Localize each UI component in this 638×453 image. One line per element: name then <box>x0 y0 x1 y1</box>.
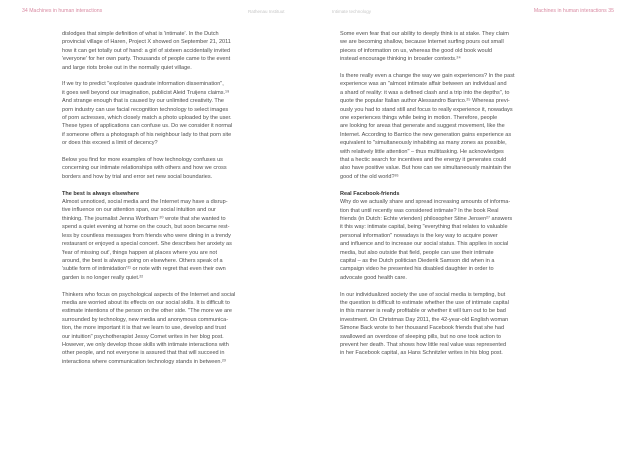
right-page-header <box>534 8 614 14</box>
text-line: in this manner is really profitable or whether it will turn out to be bad <box>340 308 506 315</box>
paragraph <box>62 156 286 181</box>
text-line: equivalent to "simultaneously inhabiting as many zones as possible, <box>340 140 507 147</box>
left-page-body <box>62 30 286 375</box>
text-line: around, the best is always going on elsewhere. Others speak of a <box>62 257 223 264</box>
text-line: instead encourage thinking in broader contexts.²⁴ <box>340 56 461 63</box>
paragraph <box>62 291 286 367</box>
section-heading: Real Facebook-friends <box>340 190 400 197</box>
text-line: and influence and to increase our social status. This applies in social <box>340 241 509 248</box>
text-line: are looking for areas that generate and suggest movement, like the <box>340 123 505 130</box>
text-line: restaurant or enjoyed a special concert. She describes her anxiety as <box>62 241 232 248</box>
text-line: campaign video he presented his disabled daughter in order to <box>340 266 494 273</box>
text-line: concerning our intimate relationships with others and how we cross <box>62 165 227 172</box>
section-heading: The best is always elsewhere <box>62 190 140 197</box>
text-line: Internet. According to Barrico the new generation gains experience as <box>340 131 512 138</box>
text-line: Some even fear that our ability to deeply think is at stake. They claim <box>340 31 509 37</box>
text-line: friends (in Dutch: Echte vrienden) philosopher Stine Jensen²⁷ answers <box>340 215 513 222</box>
text-line: Almost unnoticed, social media and the Internet may have a disrup- <box>62 199 228 206</box>
text-line: our intuition" psychotherapist Jessy Comet writes in her blog post. <box>62 333 224 340</box>
paragraph <box>340 30 566 64</box>
paragraph <box>340 198 566 282</box>
text-line: tion, the more important it is that we learn to use, develop and trust <box>62 325 227 332</box>
text-line: and large riots broke out in the normally quiet village. <box>62 64 192 71</box>
text-line: porn industry can use facial recognition technology to select images <box>62 106 229 113</box>
text-line: in her Facebook capital, as Hans Schnitzler writes in his blog post. <box>340 350 503 357</box>
text-line: less by countless messages from friends who were dining in a trendy <box>62 232 231 239</box>
paragraph <box>62 30 286 72</box>
text-line: prevent her death. That shows how little real value was represented <box>340 341 507 348</box>
text-line: quote the popular Italian author Alessandro Barrico.²⁵ Whereas previ- <box>340 98 510 105</box>
text-line: a shard of reality: it was a defined clash and a trip into the depths", to <box>340 89 510 96</box>
text-line: tive influence on our attention span, our social intuition and our <box>62 207 216 214</box>
text-line: or does this exceed a limit of decency? <box>62 140 158 147</box>
text-line: media, but also outside that field, people can use their intimate <box>340 249 494 256</box>
text-line: tion that until recently was considered intimate? In the book Real <box>340 207 499 214</box>
text-line: borders and how by trial and error set new social boundaries. <box>62 173 213 180</box>
text-line: advocate good health care. <box>340 274 407 281</box>
right-running-title: Machines in human interactions <box>533 8 607 14</box>
text-line: investment. On Christmas Day 2011, the 42-year-old English woman <box>340 316 509 323</box>
text-line: Thinkers who focus on psychological aspects of the Internet and social <box>62 291 236 298</box>
right-page-number: 35 <box>608 8 614 14</box>
paragraph <box>340 72 566 181</box>
text-line: Simone Back wrote to her thousand Facebook friends that she had <box>340 325 505 332</box>
text-line: experience was an "almost intimate affair between an individual and <box>340 81 507 88</box>
left-page-number: 34 <box>22 8 28 14</box>
publisher-header: Rathenau Instituut <box>248 9 285 14</box>
right-page-body <box>340 30 566 366</box>
text-line: dislodges that simple definition of what is 'intimate'. In the Dutch <box>62 31 219 37</box>
text-line: 'subtle form of intimidation'²¹ or note with regret that even their own <box>62 266 226 273</box>
text-line: garden is no longer really quiet.²² <box>62 274 144 281</box>
text-line: 'fear of missing out', things happen at places where you are not <box>62 249 218 256</box>
text-line: ously you had to stand still and focus to really experience it, nowadays <box>340 106 513 113</box>
text-line: However, we only develop those skills with intimate interactions with <box>62 341 229 348</box>
text-line: if someone offers a photograph of his neighbour lady to that porn site <box>62 131 232 138</box>
text-line: one experiences things while being in motion. Therefore, people <box>340 115 498 122</box>
text-line: estimate intentions of the person on the other side. "The more we are <box>62 308 233 315</box>
text-line: These types of applications can confuse us. Do we consider it normal <box>62 123 233 130</box>
text-line: it this way: intimate capital, being "everything that relates to valuable <box>340 224 508 231</box>
text-line: media are worried about its effects on our social skills. It is difficult to <box>62 299 230 306</box>
text-line: Is there really even a change the way we gain experiences? In the past <box>340 73 515 80</box>
left-page-header <box>22 8 102 14</box>
text-line: Why do we actually share and spread increasing amounts of informa- <box>340 199 511 206</box>
text-line: it goes well beyond our imagination, publicist Aleid Truijens claims.¹⁹ <box>62 89 230 96</box>
text-line: with relatively little attention" – thus multitasking. He acknowledges <box>340 148 504 155</box>
text-line: how it can get totally out of hand: a girl of sixteen accidentally invited <box>62 47 231 54</box>
text-line: And strange enough that is caused by our unlimited creativity. The <box>62 98 224 105</box>
text-line: personal information" nowadays is the key way to acquire power <box>340 232 498 239</box>
text-line: If we try to predict "explosive quadrate information dissemination", <box>62 81 224 88</box>
text-line: the question is difficult to estimate whether the use of intimate capital <box>340 299 509 306</box>
text-line: In our individualized society the use of social media is tempting, but <box>340 291 506 298</box>
paragraph <box>62 80 286 147</box>
text-line: of porn actresses, which closely match a photo uploaded by the user. <box>62 115 232 122</box>
text-line: also have positive value. But how can we simultaneously maintain the <box>340 165 512 172</box>
text-line: we are becoming shallow, because Internet surfing pours out small <box>340 39 504 46</box>
paragraph <box>340 291 566 358</box>
text-line: good of the old world?²⁶ <box>340 173 399 180</box>
paragraph <box>62 198 286 282</box>
text-line: 'everyone' for her own party. Thousands of people came to the event <box>62 56 231 63</box>
text-line: interactions where communication technology stands in between.²³ <box>62 358 226 365</box>
text-line: spend a quiet evening at home on the couch, but soon became rest- <box>62 224 230 231</box>
text-line: other people, and not everyone is assured that that will succeed in <box>62 350 225 357</box>
text-line: pieces of information on us, whereas the good old book would <box>340 47 493 54</box>
text-line: provincial village of Haren, Project X showed on September 21, 2011 <box>62 39 231 46</box>
text-line: surrounded by technology, new media and anonymous communica- <box>62 316 229 323</box>
book-title-header: Intimate technology <box>332 9 372 14</box>
text-line: Below you find for more examples of how technology confuses us <box>62 157 223 164</box>
text-line: capital – as the Dutch politician Diederik Samson did when in a <box>340 257 495 264</box>
text-line: that a hectic search for incentives and the energy it generates could <box>340 157 507 164</box>
text-line: thinking. The journalist Jenna Wortham ²⁰ wrote that she wanted to <box>62 215 226 222</box>
text-line: swallowed an overdose of sleeping pills, but no one took action to <box>340 333 501 340</box>
left-running-title: Machines in human interactions <box>29 8 103 14</box>
